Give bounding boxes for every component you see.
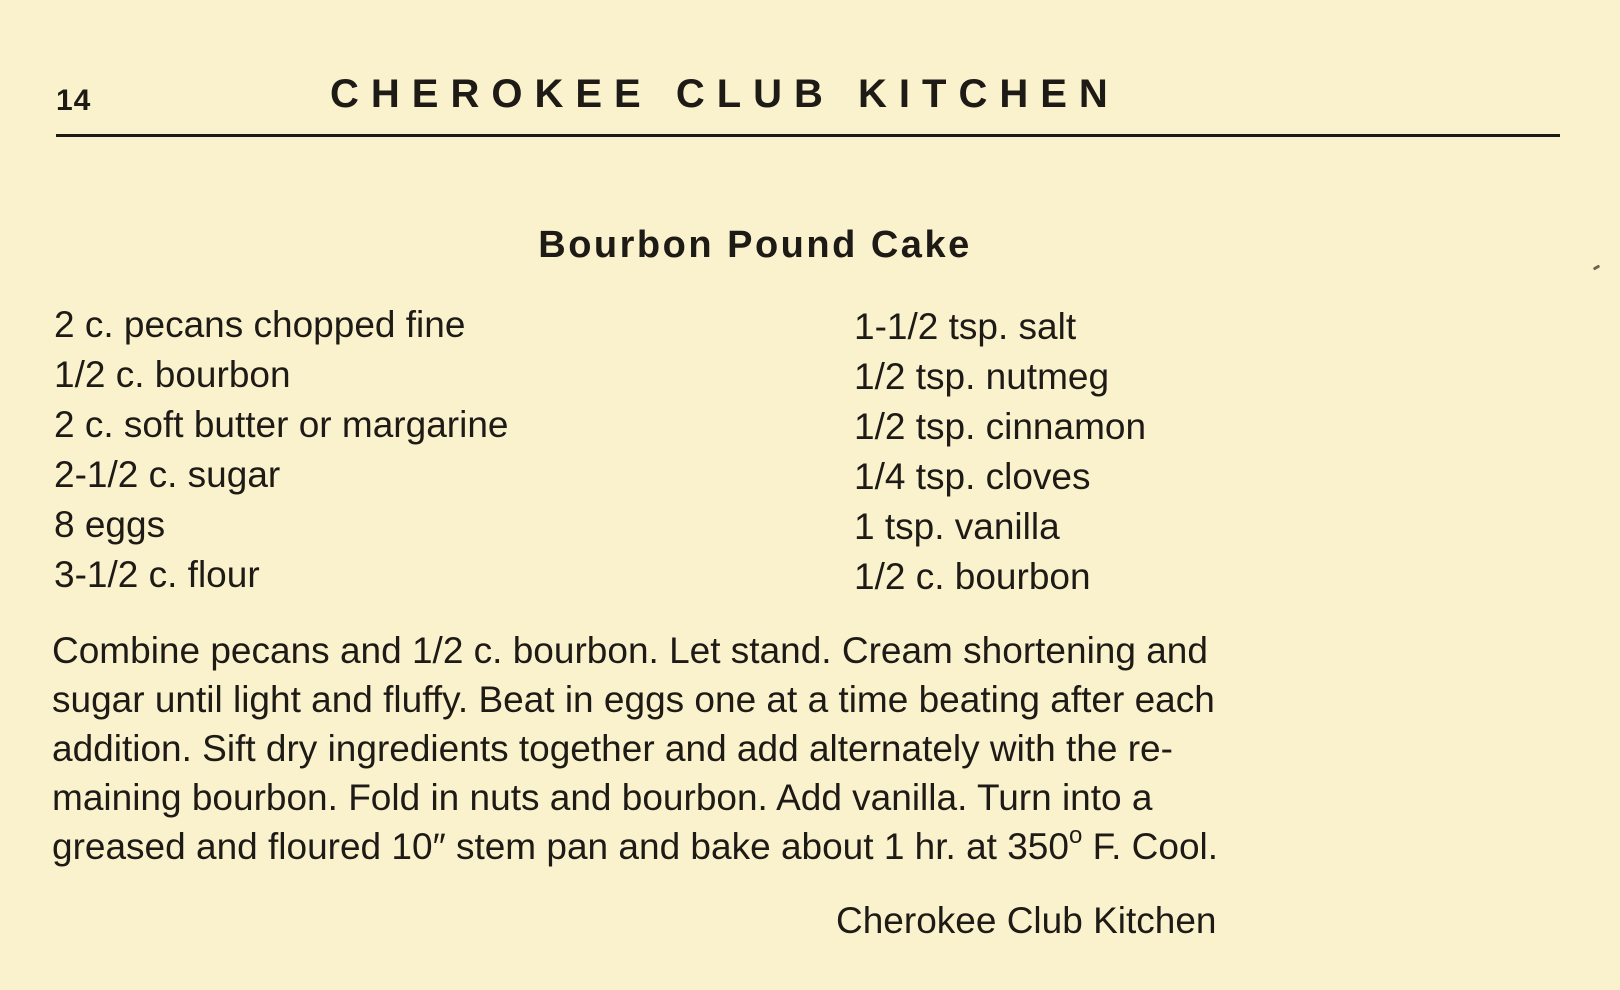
ingredient-item: 1/2 tsp. nutmeg <box>854 356 1110 397</box>
instructions-paragraph <box>52 626 1542 871</box>
ingredient-item: 2-1/2 c. sugar <box>54 454 281 495</box>
recipe-title: Bourbon Pound Cake <box>538 224 972 266</box>
ingredient-item: 1/2 c. bourbon <box>854 556 1091 597</box>
instructions-line: maining bourbon. Fold in nuts and bourbon. Add vanilla. Turn into a <box>52 777 1153 818</box>
paper-speck <box>1593 264 1601 270</box>
ingredient-item: 1/4 tsp. cloves <box>854 456 1091 497</box>
ingredient-item: 1 tsp. vanilla <box>854 506 1060 547</box>
ingredient-item: 1-1/2 tsp. salt <box>854 306 1077 347</box>
header-rule <box>56 134 1560 137</box>
ingredient-item: 1/2 c. bourbon <box>54 354 291 395</box>
ingredient-item: 1/2 tsp. cinnamon <box>854 406 1147 447</box>
ingredient-item: 2 c. soft butter or margarine <box>54 404 509 445</box>
degree-symbol: o <box>1068 822 1083 849</box>
instructions-last-line <box>52 822 1542 871</box>
running-title: CHEROKEE CLUB KITCHEN <box>330 72 1120 116</box>
ingredient-item: 3-1/2 c. flour <box>54 554 260 595</box>
page-number: 14 <box>56 84 92 117</box>
ingredients-left-column <box>54 300 508 600</box>
instructions-line: addition. Sift dry ingredients together and add alternately with the re- <box>52 728 1173 769</box>
instructions-text: greased and floured 10″ stem pan and bake about 1 hr. at 350 <box>52 826 1069 867</box>
instructions-line: sugar until light and fluffy. Beat in eggs one at a time beating after each <box>52 679 1215 720</box>
instructions-text: F. Cool. <box>1082 826 1219 867</box>
recipe-attribution: Cherokee Club Kitchen <box>836 900 1217 941</box>
page-header <box>56 70 1560 140</box>
ingredients-right-column <box>854 302 1146 602</box>
ingredient-item: 8 eggs <box>54 504 166 545</box>
ingredient-item: 2 c. pecans chopped fine <box>54 304 466 345</box>
instructions-line: Combine pecans and 1/2 c. bourbon. Let stand. Cream shortening and <box>52 630 1208 671</box>
